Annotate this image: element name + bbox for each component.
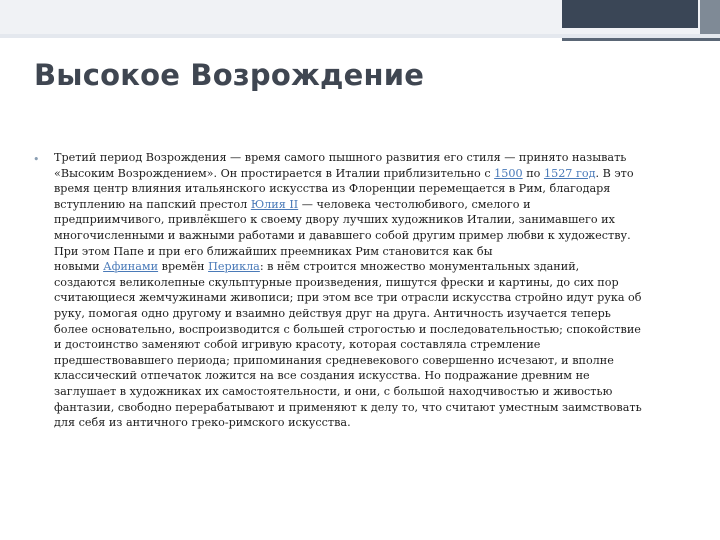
text-run: : в нём строится множество монументальных зданий, bbox=[259, 260, 580, 274]
bullet-marker: • bbox=[33, 153, 40, 166]
text-run: При этом Папе и при его ближайших преемниках Рим становится как бы bbox=[54, 244, 493, 258]
text-line bbox=[54, 384, 699, 400]
slide-title: Высокое Возрождение bbox=[34, 58, 425, 92]
hyperlink[interactable]: Афинами bbox=[103, 260, 159, 274]
text-run: считающиеся жемчужинами живописи; при этом все три отрасли искусства стройно идут рука об bbox=[54, 291, 642, 305]
text-run: более основательно, воспроизводится с большей строгостью и последовательностью; спокойствие bbox=[54, 322, 641, 336]
text-line bbox=[54, 275, 699, 291]
text-line bbox=[54, 322, 699, 338]
text-line bbox=[54, 212, 699, 228]
text-run: Третий период Возрождения — время самого пышного развития его стиля — принято называть bbox=[54, 151, 627, 164]
text-line bbox=[54, 228, 699, 244]
text-run: классический отпечаток ложится на все создания искусства. Но подражание древним не bbox=[54, 369, 590, 383]
text-run: новыми bbox=[54, 260, 104, 274]
text-line bbox=[54, 259, 699, 275]
text-run: многочисленными и важными работами и дававшего собой другим пример любви к художеству. bbox=[54, 228, 631, 242]
text-run: вступлению на папский престол bbox=[54, 197, 251, 211]
text-line bbox=[54, 244, 699, 260]
top-decor-strip-accent bbox=[562, 38, 720, 41]
text-run: и достоинство заменяют собой игривую красоту, которая составляла стремление bbox=[54, 338, 541, 352]
text-line bbox=[54, 197, 699, 213]
top-decor-edge bbox=[700, 0, 720, 34]
hyperlink[interactable]: 1527 год bbox=[543, 166, 596, 180]
text-run: . В это bbox=[595, 166, 634, 180]
top-decor-accent bbox=[562, 0, 698, 28]
text-run: фантазии, свободно перерабатывают и применяют к делу то, что считают уместным заимствовать bbox=[54, 400, 642, 414]
text-line bbox=[54, 337, 699, 353]
text-line bbox=[54, 353, 699, 369]
text-line bbox=[54, 150, 699, 166]
text-line bbox=[54, 400, 699, 416]
text-run: создаются великолепные скульптурные произведения, пишутся фрески и картины, до сих пор bbox=[54, 275, 619, 289]
text-line bbox=[54, 415, 699, 431]
text-run: предприимчивого, привлёкшего к своему двору лучших художников Италии, занимавшего их bbox=[54, 213, 615, 227]
text-run: заглушает в художниках их самостоятельности, и они, с большой находчивостью и живостью bbox=[54, 384, 613, 398]
text-run: предшествовавшего периода; припоминания средневекового совершенно исчезают, и вполне bbox=[54, 353, 614, 367]
body-paragraph bbox=[54, 150, 699, 431]
hyperlink[interactable]: 1500 bbox=[494, 166, 523, 180]
text-run: времён bbox=[158, 260, 209, 274]
text-run: «Высоким Возрождением». Он простирается в Италии приблизительно с bbox=[54, 166, 495, 180]
text-line bbox=[54, 290, 699, 306]
text-run: руку, помогая одно другому и взаимно действуя друг на друга. Античность изучается теперь bbox=[54, 306, 611, 320]
text-run: — человека честолюбивого, смелого и bbox=[298, 197, 531, 211]
text-line bbox=[54, 166, 699, 182]
hyperlink[interactable]: Юлия II bbox=[250, 197, 299, 211]
text-line bbox=[54, 181, 699, 197]
text-line bbox=[54, 306, 699, 322]
text-run: для себя из античного греко-римского искусства. bbox=[54, 416, 351, 430]
text-run: по bbox=[522, 166, 544, 180]
hyperlink[interactable]: Перикла bbox=[208, 260, 260, 274]
text-line bbox=[54, 368, 699, 384]
text-run: время центр влияния итальянского искусства из Флоренции перемещается в Рим, благодаря bbox=[54, 182, 611, 196]
